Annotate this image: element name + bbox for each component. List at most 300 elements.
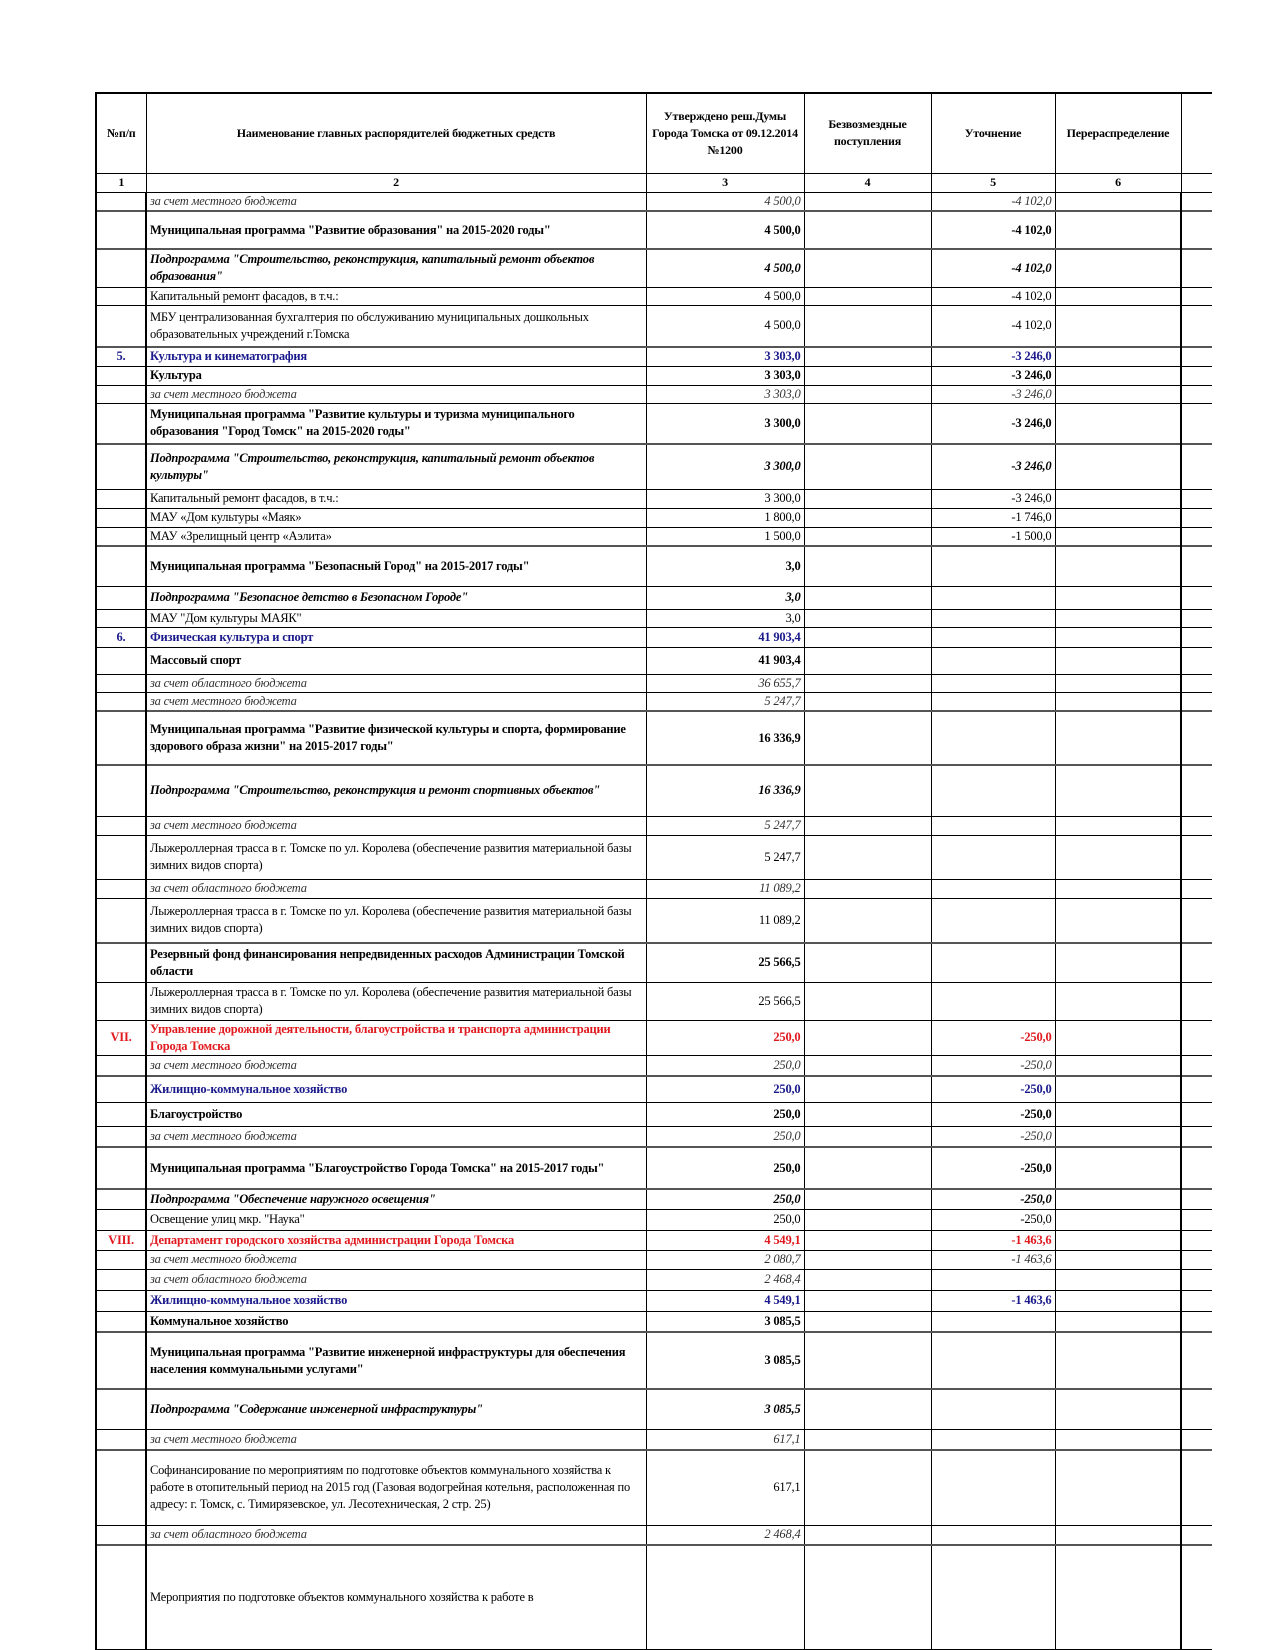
row-number: [96, 1389, 146, 1429]
header-name: Наименование главных распорядителей бюджетных средств: [146, 93, 646, 173]
adjustment-amount: [931, 1429, 1055, 1450]
adjustment-amount: -4 102,0: [931, 211, 1055, 249]
table-row: [96, 765, 1212, 816]
redistribution-amount: [1055, 898, 1181, 943]
redistribution-amount: [1055, 711, 1181, 765]
redistribution-amount: [1055, 943, 1181, 982]
redistribution-amount: [1055, 527, 1181, 546]
free-receipts-amount: [804, 816, 931, 835]
adjustment-amount: [931, 835, 1055, 879]
redistribution-amount: [1055, 1525, 1181, 1545]
table-row: [96, 1332, 1212, 1389]
redistribution-amount: [1055, 347, 1181, 366]
redistribution-amount: [1055, 1269, 1181, 1290]
redistribution-amount: [1055, 444, 1181, 489]
approved-amount: 1 500,0: [646, 527, 804, 546]
adjustment-amount: -1 500,0: [931, 527, 1055, 546]
adjustment-amount: -250,0: [931, 1055, 1055, 1076]
free-receipts-amount: [804, 1126, 931, 1147]
free-receipts-amount: [804, 1332, 931, 1389]
row-number: [96, 1429, 146, 1450]
free-receipts-amount: [804, 1055, 931, 1076]
col7-cell: [1181, 305, 1212, 347]
adjustment-amount: [931, 1525, 1055, 1545]
header-redistribution: Перераспределение: [1055, 93, 1181, 173]
approved-amount: 16 336,9: [646, 711, 804, 765]
adjustment-amount: [931, 1311, 1055, 1332]
adjustment-amount: [931, 1269, 1055, 1290]
table-row: [96, 1545, 1212, 1649]
table-row: [96, 943, 1212, 982]
free-receipts-amount: [804, 609, 931, 627]
row-name: Муниципальная программа "Развитие культуры и туризма муниципального образования "Город Томск" на 2015-2020 годы": [146, 403, 646, 444]
approved-amount: 3 300,0: [646, 403, 804, 444]
row-name: Лыжероллерная трасса в г. Томске по ул. Королева (обеспечение развития материальной базы зимних видов спорта): [146, 898, 646, 943]
adjustment-amount: -3 246,0: [931, 444, 1055, 489]
row-number: [96, 586, 146, 609]
adjustment-amount: [931, 627, 1055, 647]
redistribution-amount: [1055, 287, 1181, 305]
row-number: [96, 898, 146, 943]
adjustment-amount: [931, 546, 1055, 586]
redistribution-amount: [1055, 1020, 1181, 1055]
budget-table-page: [95, 92, 1212, 1650]
redistribution-amount: [1055, 674, 1181, 692]
table-row: [96, 347, 1212, 366]
col7-cell: [1181, 366, 1212, 385]
adjustment-amount: [931, 647, 1055, 674]
free-receipts-amount: [804, 444, 931, 489]
col7-cell: [1181, 609, 1212, 627]
row-number: [96, 609, 146, 627]
approved-amount: 5 247,7: [646, 692, 804, 711]
free-receipts-amount: [804, 647, 931, 674]
col7-cell: [1181, 508, 1212, 527]
free-receipts-amount: [804, 1209, 931, 1230]
redistribution-amount: [1055, 546, 1181, 586]
free-receipts-amount: [804, 1429, 931, 1450]
row-number: [96, 546, 146, 586]
row-number: [96, 1189, 146, 1209]
approved-amount: 250,0: [646, 1020, 804, 1055]
approved-amount: 250,0: [646, 1126, 804, 1147]
adjustment-amount: -1 463,6: [931, 1290, 1055, 1311]
header-adjustment: Уточнение: [931, 93, 1055, 173]
table-row: [96, 586, 1212, 609]
row-name: за счет областного бюджета: [146, 1269, 646, 1290]
adjustment-amount: [931, 1389, 1055, 1429]
approved-amount: 2 468,4: [646, 1525, 804, 1545]
col7-cell: [1181, 816, 1212, 835]
redistribution-amount: [1055, 816, 1181, 835]
redistribution-amount: [1055, 305, 1181, 347]
table-row: [96, 527, 1212, 546]
table-row: [96, 1269, 1212, 1290]
table-row: [96, 1429, 1212, 1450]
col7-cell: [1181, 1076, 1212, 1102]
row-name: Благоустройство: [146, 1102, 646, 1126]
column-number: [1181, 173, 1212, 192]
approved-amount: 41 903,4: [646, 627, 804, 647]
approved-amount: 4 500,0: [646, 249, 804, 287]
col7-cell: [1181, 1525, 1212, 1545]
approved-amount: 2 468,4: [646, 1269, 804, 1290]
col7-cell: [1181, 879, 1212, 898]
redistribution-amount: [1055, 1450, 1181, 1525]
col7-cell: [1181, 647, 1212, 674]
col7-cell: [1181, 674, 1212, 692]
row-number: VIII.: [96, 1230, 146, 1250]
row-name: за счет местного бюджета: [146, 1250, 646, 1269]
row-name: за счет местного бюджета: [146, 1429, 646, 1450]
free-receipts-amount: [804, 1545, 931, 1649]
table-row: [96, 1076, 1212, 1102]
approved-amount: 3,0: [646, 609, 804, 627]
col7-cell: [1181, 1147, 1212, 1189]
row-number: [96, 1269, 146, 1290]
row-name: Подпрограмма "Строительство, реконструкция и ремонт спортивных объектов": [146, 765, 646, 816]
column-number: 4: [804, 173, 931, 192]
redistribution-amount: [1055, 1209, 1181, 1230]
free-receipts-amount: [804, 835, 931, 879]
free-receipts-amount: [804, 1389, 931, 1429]
col7-cell: [1181, 192, 1212, 211]
redistribution-amount: [1055, 982, 1181, 1020]
adjustment-amount: -3 246,0: [931, 347, 1055, 366]
approved-amount: 3 303,0: [646, 347, 804, 366]
approved-amount: 5 247,7: [646, 835, 804, 879]
free-receipts-amount: [804, 898, 931, 943]
redistribution-amount: [1055, 211, 1181, 249]
redistribution-amount: [1055, 879, 1181, 898]
redistribution-amount: [1055, 1126, 1181, 1147]
col7-cell: [1181, 1450, 1212, 1525]
free-receipts-amount: [804, 1102, 931, 1126]
table-row: [96, 1389, 1212, 1429]
row-name: Капитальный ремонт фасадов, в т.ч.:: [146, 287, 646, 305]
free-receipts-amount: [804, 385, 931, 403]
row-number: [96, 765, 146, 816]
adjustment-amount: [931, 765, 1055, 816]
free-receipts-amount: [804, 879, 931, 898]
row-number: [96, 674, 146, 692]
redistribution-amount: [1055, 627, 1181, 647]
approved-amount: 36 655,7: [646, 674, 804, 692]
table-row: [96, 647, 1212, 674]
col7-cell: [1181, 1545, 1212, 1649]
col7-cell: [1181, 1250, 1212, 1269]
row-number: [96, 444, 146, 489]
free-receipts-amount: [804, 489, 931, 508]
col7-cell: [1181, 1055, 1212, 1076]
table-row: [96, 982, 1212, 1020]
row-name: Резервный фонд финансирования непредвиденных расходов Администрации Томской области: [146, 943, 646, 982]
adjustment-amount: -250,0: [931, 1020, 1055, 1055]
free-receipts-amount: [804, 347, 931, 366]
row-number: [96, 508, 146, 527]
row-number: [96, 1525, 146, 1545]
adjustment-amount: [931, 943, 1055, 982]
free-receipts-amount: [804, 627, 931, 647]
free-receipts-amount: [804, 1020, 931, 1055]
free-receipts-amount: [804, 366, 931, 385]
col7-cell: [1181, 1429, 1212, 1450]
row-number: [96, 489, 146, 508]
redistribution-amount: [1055, 765, 1181, 816]
approved-amount: 25 566,5: [646, 982, 804, 1020]
adjustment-amount: -1 463,6: [931, 1250, 1055, 1269]
approved-amount: 4 549,1: [646, 1290, 804, 1311]
approved-amount: [646, 1545, 804, 1649]
row-name: Подпрограмма "Обеспечение наружного освещения": [146, 1189, 646, 1209]
approved-amount: 3 300,0: [646, 444, 804, 489]
col7-cell: [1181, 1290, 1212, 1311]
row-number: 6.: [96, 627, 146, 647]
row-number: [96, 1290, 146, 1311]
approved-amount: 250,0: [646, 1055, 804, 1076]
table-row: [96, 835, 1212, 879]
row-number: [96, 527, 146, 546]
col7-cell: [1181, 835, 1212, 879]
row-number: [96, 647, 146, 674]
col7-cell: [1181, 527, 1212, 546]
col7-cell: [1181, 1209, 1212, 1230]
row-name: за счет областного бюджета: [146, 1525, 646, 1545]
free-receipts-amount: [804, 508, 931, 527]
redistribution-amount: [1055, 1389, 1181, 1429]
approved-amount: 250,0: [646, 1209, 804, 1230]
row-number: [96, 1102, 146, 1126]
table-row: [96, 692, 1212, 711]
redistribution-amount: [1055, 1311, 1181, 1332]
approved-amount: 3 300,0: [646, 489, 804, 508]
adjustment-amount: [931, 898, 1055, 943]
column-number-row: [96, 173, 1212, 192]
header-free-receipts: Безвозмездные поступления: [804, 93, 931, 173]
redistribution-amount: [1055, 835, 1181, 879]
approved-amount: 1 800,0: [646, 508, 804, 527]
table-row: [96, 444, 1212, 489]
free-receipts-amount: [804, 943, 931, 982]
col7-cell: [1181, 546, 1212, 586]
adjustment-amount: -250,0: [931, 1102, 1055, 1126]
adjustment-amount: -4 102,0: [931, 192, 1055, 211]
row-name: Культура и кинематография: [146, 347, 646, 366]
col7-cell: [1181, 898, 1212, 943]
row-name: Коммунальное хозяйство: [146, 1311, 646, 1332]
free-receipts-amount: [804, 192, 931, 211]
adjustment-amount: [931, 1332, 1055, 1389]
row-name: за счет местного бюджета: [146, 385, 646, 403]
approved-amount: 11 089,2: [646, 879, 804, 898]
col7-cell: [1181, 943, 1212, 982]
table-row: [96, 1020, 1212, 1055]
row-name: Мероприятия по подготовке объектов коммунального хозяйства к работе в: [146, 1545, 646, 1649]
row-number: [96, 192, 146, 211]
row-name: за счет местного бюджета: [146, 1055, 646, 1076]
table-row: [96, 898, 1212, 943]
approved-amount: 4 549,1: [646, 1230, 804, 1250]
row-name: Муниципальная программа "Развитие образования" на 2015-2020 годы": [146, 211, 646, 249]
free-receipts-amount: [804, 1311, 931, 1332]
adjustment-amount: -1 463,6: [931, 1230, 1055, 1250]
redistribution-amount: [1055, 1102, 1181, 1126]
table-row: [96, 1311, 1212, 1332]
row-name: Софинансирование по мероприятиям по подготовке объектов коммунального хозяйства к работе в отопительный период на 2015 год (Газовая водогрейная котельня, расположенная по адресу: г. Томск, с. Тимирязевское, ул. Лесотехническая, 2 стр. 25): [146, 1450, 646, 1525]
row-name: за счет местного бюджета: [146, 816, 646, 835]
table-row: [96, 816, 1212, 835]
row-name: МАУ «Зрелищный центр «Аэлита»: [146, 527, 646, 546]
redistribution-amount: [1055, 1545, 1181, 1649]
approved-amount: 3 085,5: [646, 1332, 804, 1389]
row-name: Подпрограмма "Содержание инженерной инфраструктуры": [146, 1389, 646, 1429]
adjustment-amount: [931, 1450, 1055, 1525]
table-row: [96, 508, 1212, 527]
row-name: МАУ "Дом культуры МАЯК": [146, 609, 646, 627]
col7-cell: [1181, 1311, 1212, 1332]
row-number: [96, 879, 146, 898]
table-row: [96, 627, 1212, 647]
adjustment-amount: -4 102,0: [931, 305, 1055, 347]
col7-cell: [1181, 249, 1212, 287]
row-name: Управление дорожной деятельности, благоустройства и транспорта администрации Города Томска: [146, 1020, 646, 1055]
row-number: [96, 1076, 146, 1102]
table-row: [96, 609, 1212, 627]
redistribution-amount: [1055, 692, 1181, 711]
redistribution-amount: [1055, 508, 1181, 527]
table-row: [96, 1450, 1212, 1525]
approved-amount: 3,0: [646, 586, 804, 609]
col7-cell: [1181, 627, 1212, 647]
row-name: Департамент городского хозяйства администрации Города Томска: [146, 1230, 646, 1250]
free-receipts-amount: [804, 1147, 931, 1189]
table-row: [96, 403, 1212, 444]
adjustment-amount: [931, 692, 1055, 711]
row-name: Подпрограмма "Строительство, реконструкция, капитальный ремонт объектов образования": [146, 249, 646, 287]
free-receipts-amount: [804, 692, 931, 711]
budget-table: [95, 92, 1212, 1650]
redistribution-amount: [1055, 1076, 1181, 1102]
approved-amount: 250,0: [646, 1076, 804, 1102]
adjustment-amount: -250,0: [931, 1076, 1055, 1102]
row-name: Подпрограмма "Безопасное детство в Безопасном Городе": [146, 586, 646, 609]
table-body: [96, 192, 1212, 1649]
table-row: [96, 366, 1212, 385]
redistribution-amount: [1055, 586, 1181, 609]
row-name: Лыжероллерная трасса в г. Томске по ул. Королева (обеспечение развития материальной базы зимних видов спорта): [146, 835, 646, 879]
table-row: [96, 192, 1212, 211]
adjustment-amount: -250,0: [931, 1209, 1055, 1230]
col7-cell: [1181, 403, 1212, 444]
row-number: [96, 1250, 146, 1269]
free-receipts-amount: [804, 765, 931, 816]
table-row: [96, 1250, 1212, 1269]
column-number: 2: [146, 173, 646, 192]
table-row: [96, 1055, 1212, 1076]
table-row: [96, 1209, 1212, 1230]
row-number: [96, 249, 146, 287]
adjustment-amount: -4 102,0: [931, 287, 1055, 305]
row-number: [96, 711, 146, 765]
free-receipts-amount: [804, 1290, 931, 1311]
approved-amount: 4 500,0: [646, 192, 804, 211]
approved-amount: 5 247,7: [646, 816, 804, 835]
approved-amount: 617,1: [646, 1450, 804, 1525]
redistribution-amount: [1055, 1055, 1181, 1076]
row-number: [96, 816, 146, 835]
free-receipts-amount: [804, 1250, 931, 1269]
row-number: [96, 1311, 146, 1332]
col7-cell: [1181, 692, 1212, 711]
free-receipts-amount: [804, 527, 931, 546]
table-row: [96, 1102, 1212, 1126]
row-name: Массовый спорт: [146, 647, 646, 674]
row-name: за счет областного бюджета: [146, 674, 646, 692]
free-receipts-amount: [804, 674, 931, 692]
adjustment-amount: -250,0: [931, 1147, 1055, 1189]
header-approved: Утверждено реш.Думы Города Томска от 09.12.2014 №1200: [646, 93, 804, 173]
row-number: [96, 366, 146, 385]
row-number: [96, 943, 146, 982]
approved-amount: 3 085,5: [646, 1389, 804, 1429]
col7-cell: [1181, 1189, 1212, 1209]
adjustment-amount: [931, 674, 1055, 692]
redistribution-amount: [1055, 1429, 1181, 1450]
row-number: [96, 385, 146, 403]
col7-cell: [1181, 586, 1212, 609]
approved-amount: 25 566,5: [646, 943, 804, 982]
col7-cell: [1181, 1389, 1212, 1429]
redistribution-amount: [1055, 1290, 1181, 1311]
adjustment-amount: -250,0: [931, 1189, 1055, 1209]
row-number: [96, 211, 146, 249]
row-name: Муниципальная программа "Развитие физической культуры и спорта, формирование здорового образа жизни" на 2015-2017 годы": [146, 711, 646, 765]
adjustment-amount: -250,0: [931, 1126, 1055, 1147]
free-receipts-amount: [804, 403, 931, 444]
row-name: за счет местного бюджета: [146, 692, 646, 711]
table-row: [96, 546, 1212, 586]
row-name: за счет местного бюджета: [146, 192, 646, 211]
table-row: [96, 674, 1212, 692]
row-number: [96, 1126, 146, 1147]
row-number: [96, 1209, 146, 1230]
row-name: за счет областного бюджета: [146, 879, 646, 898]
redistribution-amount: [1055, 1230, 1181, 1250]
free-receipts-amount: [804, 1189, 931, 1209]
table-row: [96, 1147, 1212, 1189]
approved-amount: 3,0: [646, 546, 804, 586]
row-name: Жилищно-коммунальное хозяйство: [146, 1290, 646, 1311]
redistribution-amount: [1055, 403, 1181, 444]
approved-amount: 41 903,4: [646, 647, 804, 674]
free-receipts-amount: [804, 211, 931, 249]
row-name: Капитальный ремонт фасадов, в т.ч.:: [146, 489, 646, 508]
col7-cell: [1181, 1020, 1212, 1055]
row-name: МАУ «Дом культуры «Маяк»: [146, 508, 646, 527]
table-row: [96, 711, 1212, 765]
row-name: Муниципальная программа "Безопасный Город" на 2015-2017 годы": [146, 546, 646, 586]
redistribution-amount: [1055, 489, 1181, 508]
free-receipts-amount: [804, 1076, 931, 1102]
row-name: МБУ централизованная бухгалтерия по обслуживанию муниципальных дошкольных образовательных учреждений г.Томска: [146, 305, 646, 347]
adjustment-amount: [931, 586, 1055, 609]
column-number: 6: [1055, 173, 1181, 192]
row-name: Жилищно-коммунальное хозяйство: [146, 1076, 646, 1102]
redistribution-amount: [1055, 192, 1181, 211]
row-name: Лыжероллерная трасса в г. Томске по ул. Королева (обеспечение развития материальной базы зимних видов спорта): [146, 982, 646, 1020]
table-row: [96, 1525, 1212, 1545]
col7-cell: [1181, 287, 1212, 305]
